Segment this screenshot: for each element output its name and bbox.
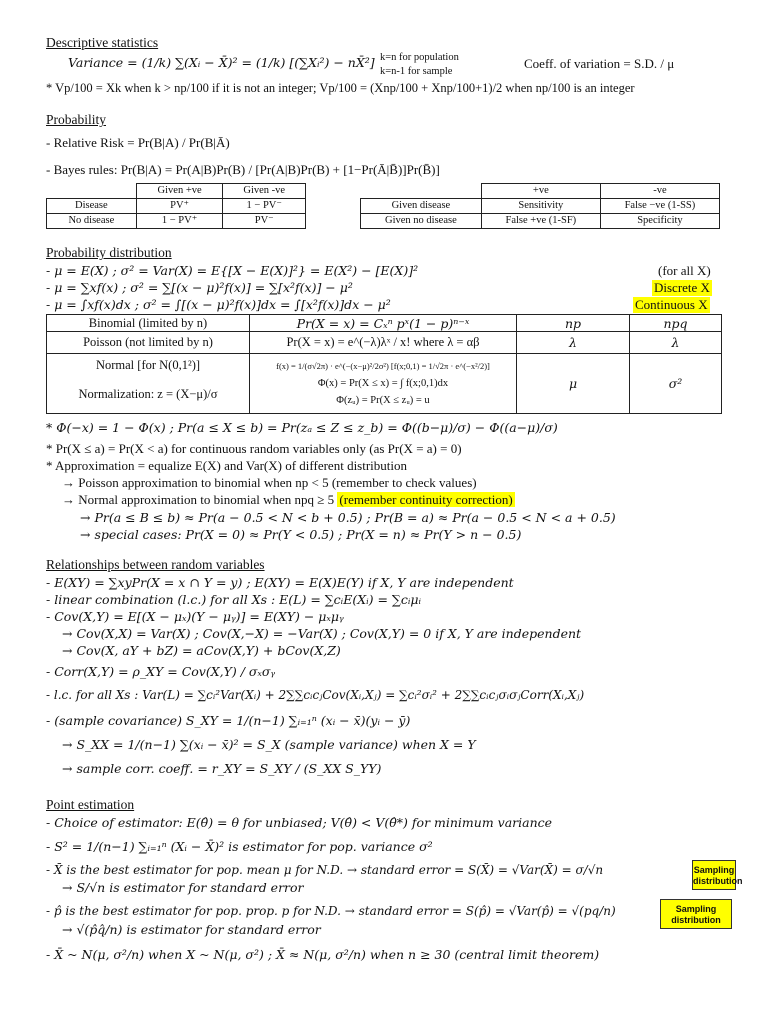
table-cell: False −ve (1-SS) bbox=[600, 199, 719, 214]
table-cell: Sensitivity bbox=[481, 199, 600, 214]
k-population-note: k=n for population bbox=[380, 52, 459, 63]
sampling-distribution-badge: Sampling distribution bbox=[660, 899, 732, 929]
table-row-label: Binomial (limited by n) bbox=[47, 315, 250, 332]
table-cell: σ² bbox=[630, 354, 722, 414]
mean-se-estimator: → S/√n is estimator for standard error bbox=[62, 880, 304, 895]
poisson-approx: → Poisson approximation to binomial when np < 5 (remember to check values) bbox=[62, 475, 477, 490]
table-header: Given +ve bbox=[136, 184, 223, 199]
table-header: -ve bbox=[600, 184, 719, 199]
table-row-label: Given no disease bbox=[361, 214, 482, 229]
table-corner bbox=[361, 184, 482, 199]
covariance-def: - Cov(X,Y) = E[(X − μₓ)(Y − μᵧ)] = E(XY) − μₓμᵧ bbox=[46, 609, 344, 624]
table-cell: 1 − PV⁻ bbox=[223, 199, 306, 214]
covariance-properties: → Cov(X,X) = Var(X) ; Cov(X,−X) = −Var(X) ; Cov(X,Y) = 0 if X, Y are independent bbox=[62, 626, 582, 641]
continuity-correction-formula: → Pr(a ≤ B ≤ b) ≈ Pr(a − 0.5 < N < b + 0.5) ; Pr(B = a) ≈ Pr(a − 0.5 < N < a + 0.5) bbox=[80, 510, 616, 525]
sensitivity-table bbox=[360, 183, 720, 229]
k-sample-note: k=n-1 for sample bbox=[380, 66, 453, 77]
normal-cdf: Φ(x) = Pr(X ≤ x) = ∫ f(x;0,1)dx bbox=[317, 378, 449, 389]
proportion-se-estimator: → √(p̂q̂/n) is estimator for standard error bbox=[62, 922, 321, 937]
section-title-point-estimation: Point estimation bbox=[46, 797, 135, 812]
table-cell: np bbox=[517, 315, 630, 332]
approximation-note: * Approximation = equalize E(X) and Var(X) of different distribution bbox=[46, 458, 408, 473]
special-cases: → special cases: Pr(X = 0) ≈ Pr(Y < 0.5) ; Pr(X = n) ≈ Pr(Y > n − 0.5) bbox=[80, 527, 522, 542]
section-title-relationships: Relationships between random variables bbox=[46, 557, 265, 572]
choice-of-estimator: - Choice of estimator: E(θ̂) = θ for unbiased; V(θ̂) < V(θ̂*) for minimum variance bbox=[46, 815, 553, 830]
table-row-label bbox=[47, 354, 250, 414]
distribution-table bbox=[46, 314, 722, 414]
sample-covariance: - (sample covariance) S_XY = 1/(n−1) ∑ᵢ₌₁ⁿ (xᵢ − x̄)(yᵢ − ȳ) bbox=[46, 713, 411, 728]
mean-variance-continuous: - μ = ∫xf(x)dx ; σ² = ∫[(x − μ)²f(x)]dx = ∫[x²f(x)]dx − μ² bbox=[46, 297, 391, 312]
covariance-linearity: → Cov(X, aY + bZ) = aCov(X,Y) + bCov(X,Z) bbox=[62, 643, 341, 658]
correlation-def: - Corr(X,Y) = ρ_XY = Cov(X,Y) / σₓσᵧ bbox=[46, 664, 276, 679]
coeff-variation: Coeff. of variation = S.D. / μ bbox=[524, 56, 675, 71]
sample-variance: → S_XX = 1/(n−1) ∑(xᵢ − x̄)² = S_X (sample variance) when X = Y bbox=[62, 737, 476, 752]
table-cell: PV⁺ bbox=[136, 199, 223, 214]
table-cell bbox=[250, 354, 517, 414]
for-all-x-label: (for all X) bbox=[658, 263, 711, 278]
table-cell: Specificity bbox=[600, 214, 719, 229]
normal-label: Normal [for N(0,1²)] bbox=[95, 358, 201, 372]
mean-variance-general: - μ = E(X) ; σ² = Var(X) = E{[X − E(X)]²} = E(X²) − [E(X)]² bbox=[46, 263, 419, 278]
continuity-correction-highlight: (remember continuity correction) bbox=[339, 492, 513, 507]
table-cell: λ bbox=[517, 332, 630, 354]
relative-risk: - Relative Risk = Pr(B|A) / Pr(B|Ā) bbox=[46, 135, 230, 150]
normal-approx bbox=[62, 492, 515, 508]
sample-variance-estimator: - S² = 1/(n−1) ∑ᵢ₌₁ⁿ (Xᵢ − X̄)² is estimator for pop. variance σ² bbox=[46, 839, 433, 854]
table-header: Given -ve bbox=[223, 184, 306, 199]
table-row-label: Disease bbox=[47, 199, 137, 214]
mean-variance-discrete: - μ = ∑xf(x) ; σ² = ∑[(x − μ)²f(x)] = ∑[x²f(x)] − μ² bbox=[46, 280, 353, 295]
percentile-rule: * Vp/100 = Xk when k > np/100 if it is not an integer; Vp/100 = (Xnp/100 + Xnp/100+1)/2 when np/100 is an integer bbox=[46, 81, 635, 95]
predictive-value-table bbox=[46, 183, 306, 229]
table-cell: Pr(X = x) = e^(−λ)λˣ / x! where λ = αβ bbox=[250, 332, 517, 354]
expectation-product: - E(XY) = ∑xyPr(X = x ∩ Y = y) ; E(XY) = E(X)E(Y) if X, Y are independent bbox=[46, 575, 514, 590]
sampling-distribution-badge: Sampling distribution bbox=[692, 860, 736, 890]
table-cell: False +ve (1-SF) bbox=[481, 214, 600, 229]
section-title-probability: Probability bbox=[46, 112, 106, 127]
linear-combination-variance: - l.c. for all Xs : Var(L) = ∑cᵢ²Var(Xᵢ) + 2∑∑cᵢcⱼCov(Xᵢ,Xⱼ) = ∑cᵢ²σᵢ² + 2∑∑cᵢcⱼσᵢσⱼCorr(Xᵢ,Xⱼ) bbox=[46, 688, 585, 702]
table-row-label: Given disease bbox=[361, 199, 482, 214]
table-cell: npq bbox=[630, 315, 722, 332]
section-title-descriptive: Descriptive statistics bbox=[46, 35, 159, 50]
continuous-x-label: Continuous X bbox=[635, 297, 708, 312]
table-corner bbox=[47, 184, 137, 199]
central-limit-theorem: - X̄ ~ N(μ, σ²/n) when X ~ N(μ, σ²) ; X̄ ≈ N(μ, σ²/n) when n ≥ 30 (central limit theorem) bbox=[46, 947, 600, 962]
table-cell: λ bbox=[630, 332, 722, 354]
table-cell: Pr(X = x) = Cₓⁿ pˣ(1 − p)ⁿ⁻ˣ bbox=[250, 315, 517, 332]
proportion-estimator: - p̂ is the best estimator for pop. prop. p for N.D. → standard error = S(p̂) = √Var(p̂) = √(pq/n) bbox=[46, 904, 616, 918]
section-title-distribution: Probability distribution bbox=[46, 245, 172, 260]
bayes-rule: - Bayes rules: Pr(B|A) = Pr(A|B)Pr(B) / [Pr(A|B)Pr(B) + [1−Pr(Ā|B̄)]Pr(B̄)] bbox=[46, 162, 440, 177]
normal-quantile: Φ(zᵤ) = Pr(X ≤ zᵤ) = u bbox=[336, 395, 430, 406]
normalization-label: Normalization: z = (X−μ)/σ bbox=[78, 387, 218, 401]
normal-pdf: f(x) = 1/(σ√2π) · e^(−(x−μ)²/2σ²) [f(x;0,1) = 1/√2π · e^(−x²/2)] bbox=[276, 361, 490, 371]
variance-formula: Variance = (1/k) ∑(Xᵢ − X̄)² = (1/k) [(∑Xᵢ²) − nX̄²] bbox=[68, 55, 375, 70]
table-row-label: Poisson (not limited by n) bbox=[47, 332, 250, 354]
table-row-label: No disease bbox=[47, 214, 137, 229]
discrete-x-label: Discrete X bbox=[654, 280, 710, 295]
normal-approx-text: → Normal approximation to binomial when npq ≥ 5 bbox=[62, 492, 335, 507]
linear-combination-mean: - linear combination (l.c.) for all Xs : E(L) = ∑cᵢE(Xᵢ) = ∑cᵢμᵢ bbox=[46, 592, 421, 607]
table-cell: 1 − PV⁺ bbox=[136, 214, 223, 229]
table-cell: PV⁻ bbox=[223, 214, 306, 229]
table-cell: μ bbox=[517, 354, 630, 414]
sample-correlation: → sample corr. coeff. = r_XY = S_XY / (S_XX S_YY) bbox=[62, 761, 382, 776]
table-header: +ve bbox=[481, 184, 600, 199]
mean-estimator: - X̄ is the best estimator for pop. mean μ for N.D. → standard error = S(X̄) = √Var(X̄) = σ/√n bbox=[46, 863, 604, 877]
phi-symmetry: * Φ(−x) = 1 − Φ(x) ; Pr(a ≤ X ≤ b) = Pr(zₐ ≤ Z ≤ z_b) = Φ((b−μ)/σ) − Φ((a−μ)/σ) bbox=[46, 420, 558, 435]
continuous-note: * Pr(X ≤ a) = Pr(X < a) for continuous random variables only (as Pr(X = a) = 0) bbox=[46, 441, 462, 456]
